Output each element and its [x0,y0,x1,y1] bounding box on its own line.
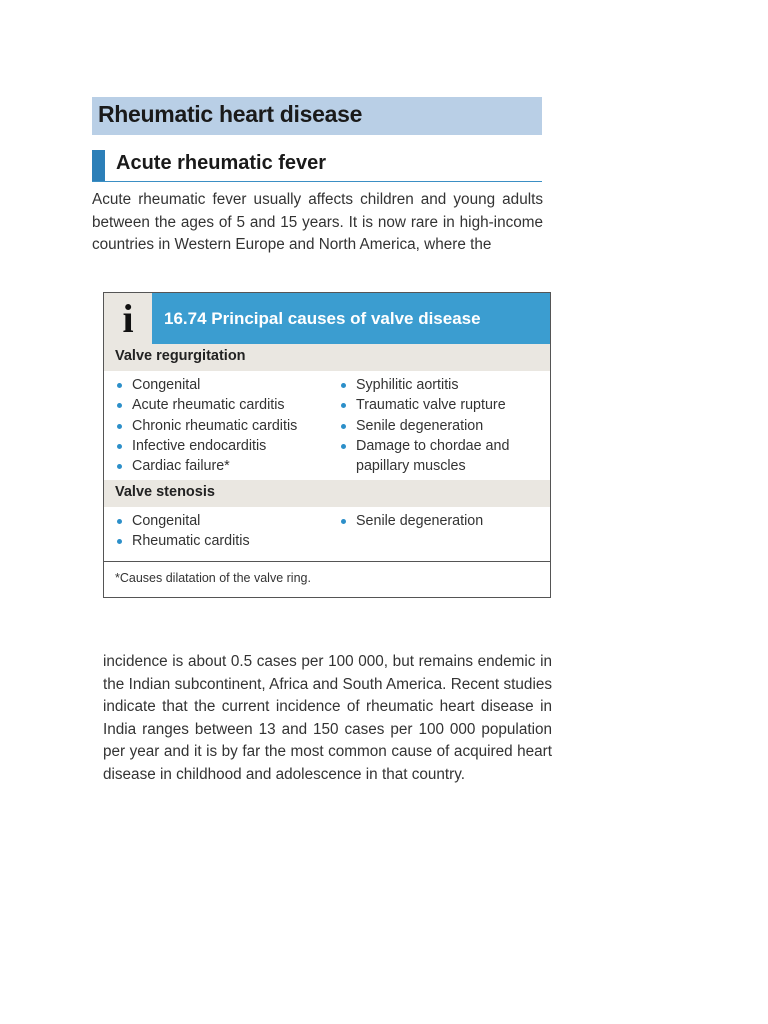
list-item: Rheumatic carditis [115,531,330,551]
bullet-icon [117,539,122,544]
list-item: Cardiac failure* [115,456,330,476]
bullet-icon [341,444,346,449]
stenosis-right-list [339,511,544,531]
list-item: Chronic rheumatic carditis [115,416,330,436]
list-item: Traumatic valve rupture [339,395,544,415]
list-item: Syphilitic aortitis [339,375,544,395]
bullet-icon [117,444,122,449]
bullet-icon [341,403,346,408]
bullet-icon [117,464,122,469]
bullet-icon [341,383,346,388]
info-box-title: 16.74 Principal causes of valve disease [152,293,550,344]
subsection-heading [92,150,542,182]
footnote: *Causes dilatation of the valve ring. [115,571,311,585]
list-item: Infective endocarditis [115,436,330,456]
list-item: Damage to chordae and papillary muscles [339,436,544,477]
heading-accent-bar [92,150,105,181]
subsection-title: Acute rheumatic fever [116,152,327,174]
info-box [103,292,551,598]
list-item: Congenital [115,511,330,531]
stenosis-left-list [115,511,330,552]
list-item: Senile degeneration [339,511,544,531]
paragraph-top: Acute rheumatic fever usually affects children and young adults between the ages of 5 and 15 years. It is now rare in high-income countries in Western Europe and North America, where the [92,191,543,253]
bullet-icon [117,519,122,524]
bullet-icon [117,383,122,388]
regurgitation-right-list [339,375,544,476]
paragraph-bottom: incidence is about 0.5 cases per 100 000, but remains endemic in the Indian subcontinent, Africa and South America. Recent studies indicate that the current incidence of rheumatic heart disease in India ranges between 13 and 150 cases per 100 000 population per year and it is by far the most common cause of acquired heart disease in childhood and adolescence in that country. [103,653,552,783]
bullet-icon [341,519,346,524]
section-title: Rheumatic heart disease [92,97,542,135]
info-box-header [104,293,550,344]
divider [104,561,550,562]
list-item: Senile degeneration [339,416,544,436]
bullet-icon [117,424,122,429]
regurgitation-heading: Valve regurgitation [104,344,550,371]
list-item: Acute rheumatic carditis [115,395,330,415]
regurgitation-left-list [115,375,330,476]
info-icon: i [104,293,152,344]
bullet-icon [117,403,122,408]
list-item: Congenital [115,375,330,395]
bullet-icon [341,424,346,429]
stenosis-heading: Valve stenosis [104,480,550,507]
